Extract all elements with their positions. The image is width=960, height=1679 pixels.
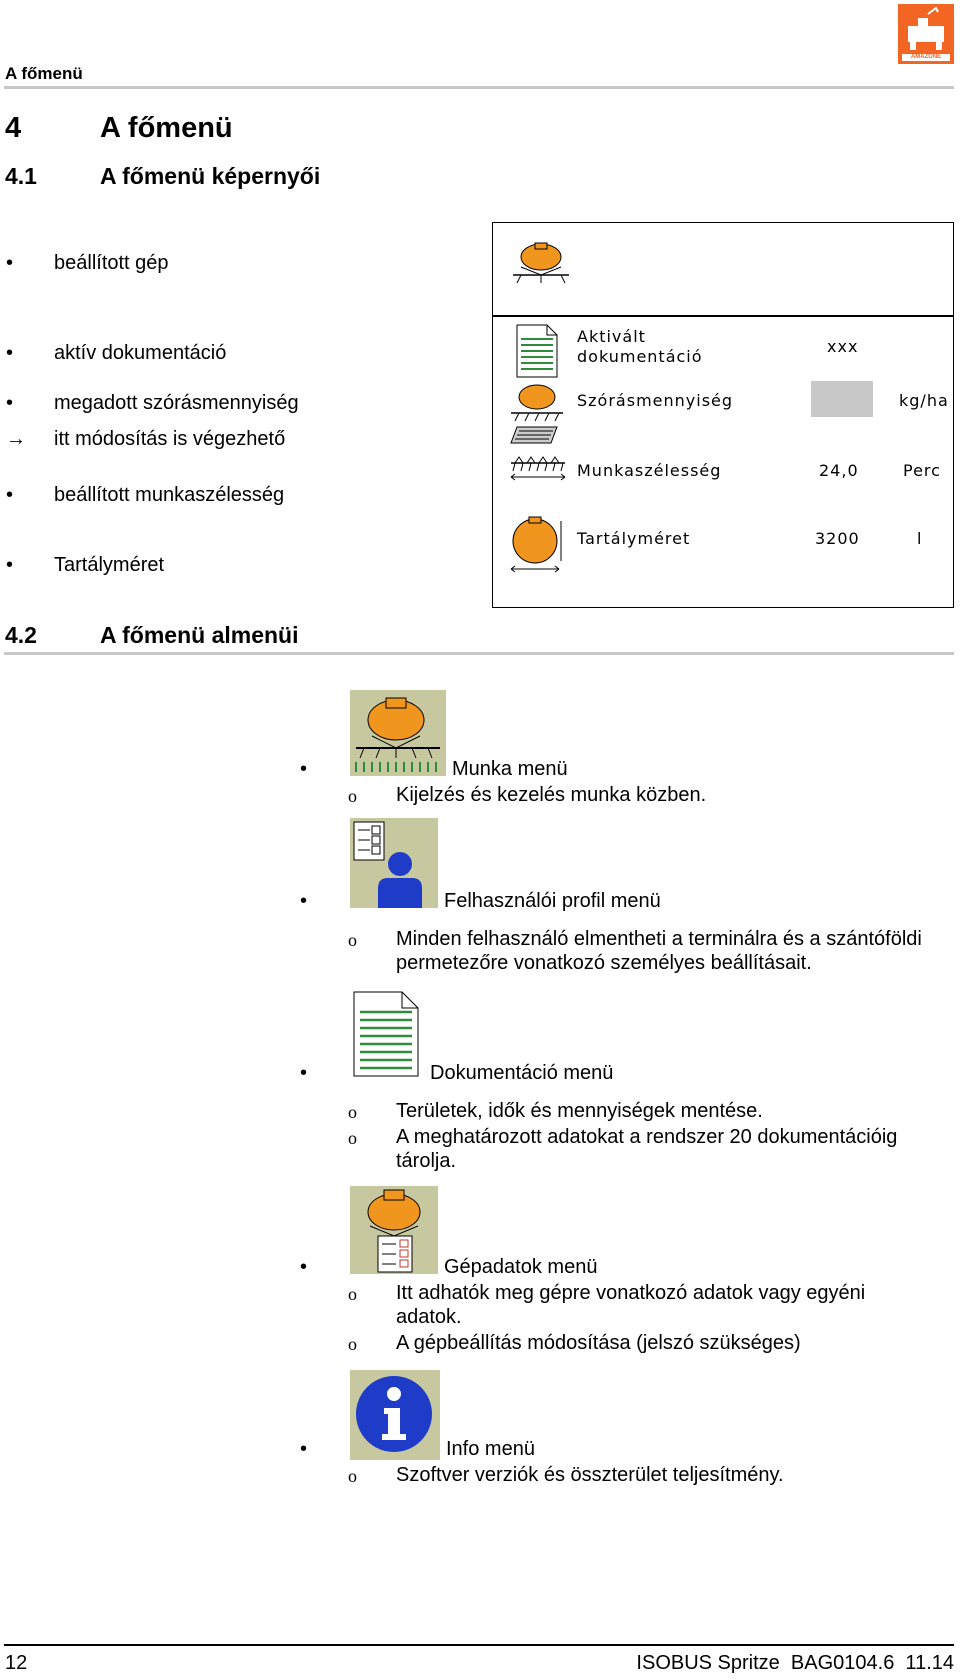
row-label: Munkaszélesség xyxy=(577,461,722,480)
running-title: A főmenü xyxy=(5,64,83,83)
row-label: dokumentáció xyxy=(577,347,703,366)
page-number: 12 xyxy=(5,1652,28,1674)
list-item: aktív dokumentáció xyxy=(54,342,227,364)
row-value: xxx xyxy=(827,337,859,356)
list-item: beállított munkaszélesség xyxy=(54,484,285,506)
sub-item-cont: tárolja. xyxy=(396,1150,457,1172)
machine-data-icon xyxy=(350,1186,438,1274)
document-icon xyxy=(515,323,559,384)
sub-marker: o xyxy=(348,1102,357,1122)
menu-title: Gépadatok menü xyxy=(444,1256,598,1278)
footer-rule xyxy=(4,1644,954,1646)
menu-title: Info menü xyxy=(446,1438,535,1460)
row-label: Szórásmennyiség xyxy=(577,391,734,410)
sub-marker: o xyxy=(348,1128,357,1148)
menu-bullet: • xyxy=(300,1256,308,1278)
section2-title: A főmenü almenüi xyxy=(100,622,299,648)
menu-bullet: • xyxy=(300,758,308,780)
sprayer-rate-icon xyxy=(507,383,567,454)
rate-input[interactable] xyxy=(811,381,873,417)
screen-divider xyxy=(493,315,953,317)
row-value: 24,0 xyxy=(819,461,859,480)
sub-item: A meghatározott adatokat a rendszer 20 dokumentációig xyxy=(396,1126,898,1148)
chapter-title: A főmenü xyxy=(100,112,233,144)
sub-marker: o xyxy=(348,1284,357,1304)
list-marker: • xyxy=(6,554,14,576)
header-rule xyxy=(4,86,954,89)
sub-item-cont: permetezőre vonatkozó személyes beállításait. xyxy=(396,952,812,974)
sub-item: Itt adhatók meg gépre vonatkozó adatok vagy egyéni xyxy=(396,1282,866,1304)
row-label: Tartályméret xyxy=(577,529,691,548)
list-item: megadott szórásmennyiség xyxy=(54,392,299,414)
menu-bullet: • xyxy=(300,1438,308,1460)
sub-marker: o xyxy=(348,1334,357,1354)
logo-text: AMAZONE xyxy=(910,54,942,60)
user-profile-icon xyxy=(350,818,438,908)
sub-item: A gépbeállítás módosítása (jelszó szükséges) xyxy=(396,1332,801,1354)
section1-title: A főmenü képernyői xyxy=(100,163,321,189)
sprayer-icon xyxy=(511,241,571,290)
list-marker: • xyxy=(6,252,14,274)
row-value: 3200 xyxy=(815,529,860,548)
menu-title: Munka menü xyxy=(452,758,568,780)
sub-item-cont: adatok. xyxy=(396,1306,462,1328)
section1-number: 4.1 xyxy=(5,163,37,189)
row-unit: kg/ha xyxy=(899,391,949,410)
document-icon xyxy=(350,990,422,1080)
list-item: Tartályméret xyxy=(54,554,165,576)
sub-marker: o xyxy=(348,1466,357,1486)
sub-item: Szoftver verziók és összterület teljesítmény. xyxy=(396,1464,784,1486)
sub-marker: o xyxy=(348,786,357,806)
menu-title: Felhasználói profil menü xyxy=(444,890,661,912)
list-marker: • xyxy=(6,342,14,364)
sub-item: Területek, idők és mennyiségek mentése. xyxy=(396,1100,763,1122)
list-item: itt módosítás is végezhető xyxy=(54,428,286,450)
chapter-number: 4 xyxy=(5,112,22,144)
menu-title: Dokumentáció menü xyxy=(430,1062,614,1084)
list-item: beállított gép xyxy=(54,252,169,274)
section2-number: 4.2 xyxy=(5,622,37,648)
sub-marker: o xyxy=(348,930,357,950)
menu-bullet: • xyxy=(300,890,308,912)
row-label: Aktivált xyxy=(577,327,646,346)
info-icon xyxy=(350,1370,440,1460)
terminal-screen xyxy=(492,222,954,608)
menu-bullet: • xyxy=(300,1062,308,1084)
section2-rule xyxy=(4,652,954,655)
row-unit: Perc xyxy=(903,461,941,480)
boom-width-icon xyxy=(509,453,567,488)
row-unit: l xyxy=(917,529,923,548)
list-marker: • xyxy=(6,484,14,506)
sub-item: Minden felhasználó elmentheti a terminálra és a szántóföldi xyxy=(396,928,922,950)
document-reference: ISOBUS Spritze BAG0104.6 11.14 xyxy=(636,1652,954,1674)
list-marker: • xyxy=(6,392,14,414)
sub-item: Kijelzés és kezelés munka közben. xyxy=(396,784,707,806)
sprayer-field-icon xyxy=(350,690,446,776)
tank-icon xyxy=(509,515,567,580)
arrow-marker: → xyxy=(6,428,26,450)
amazone-logo xyxy=(898,4,954,64)
